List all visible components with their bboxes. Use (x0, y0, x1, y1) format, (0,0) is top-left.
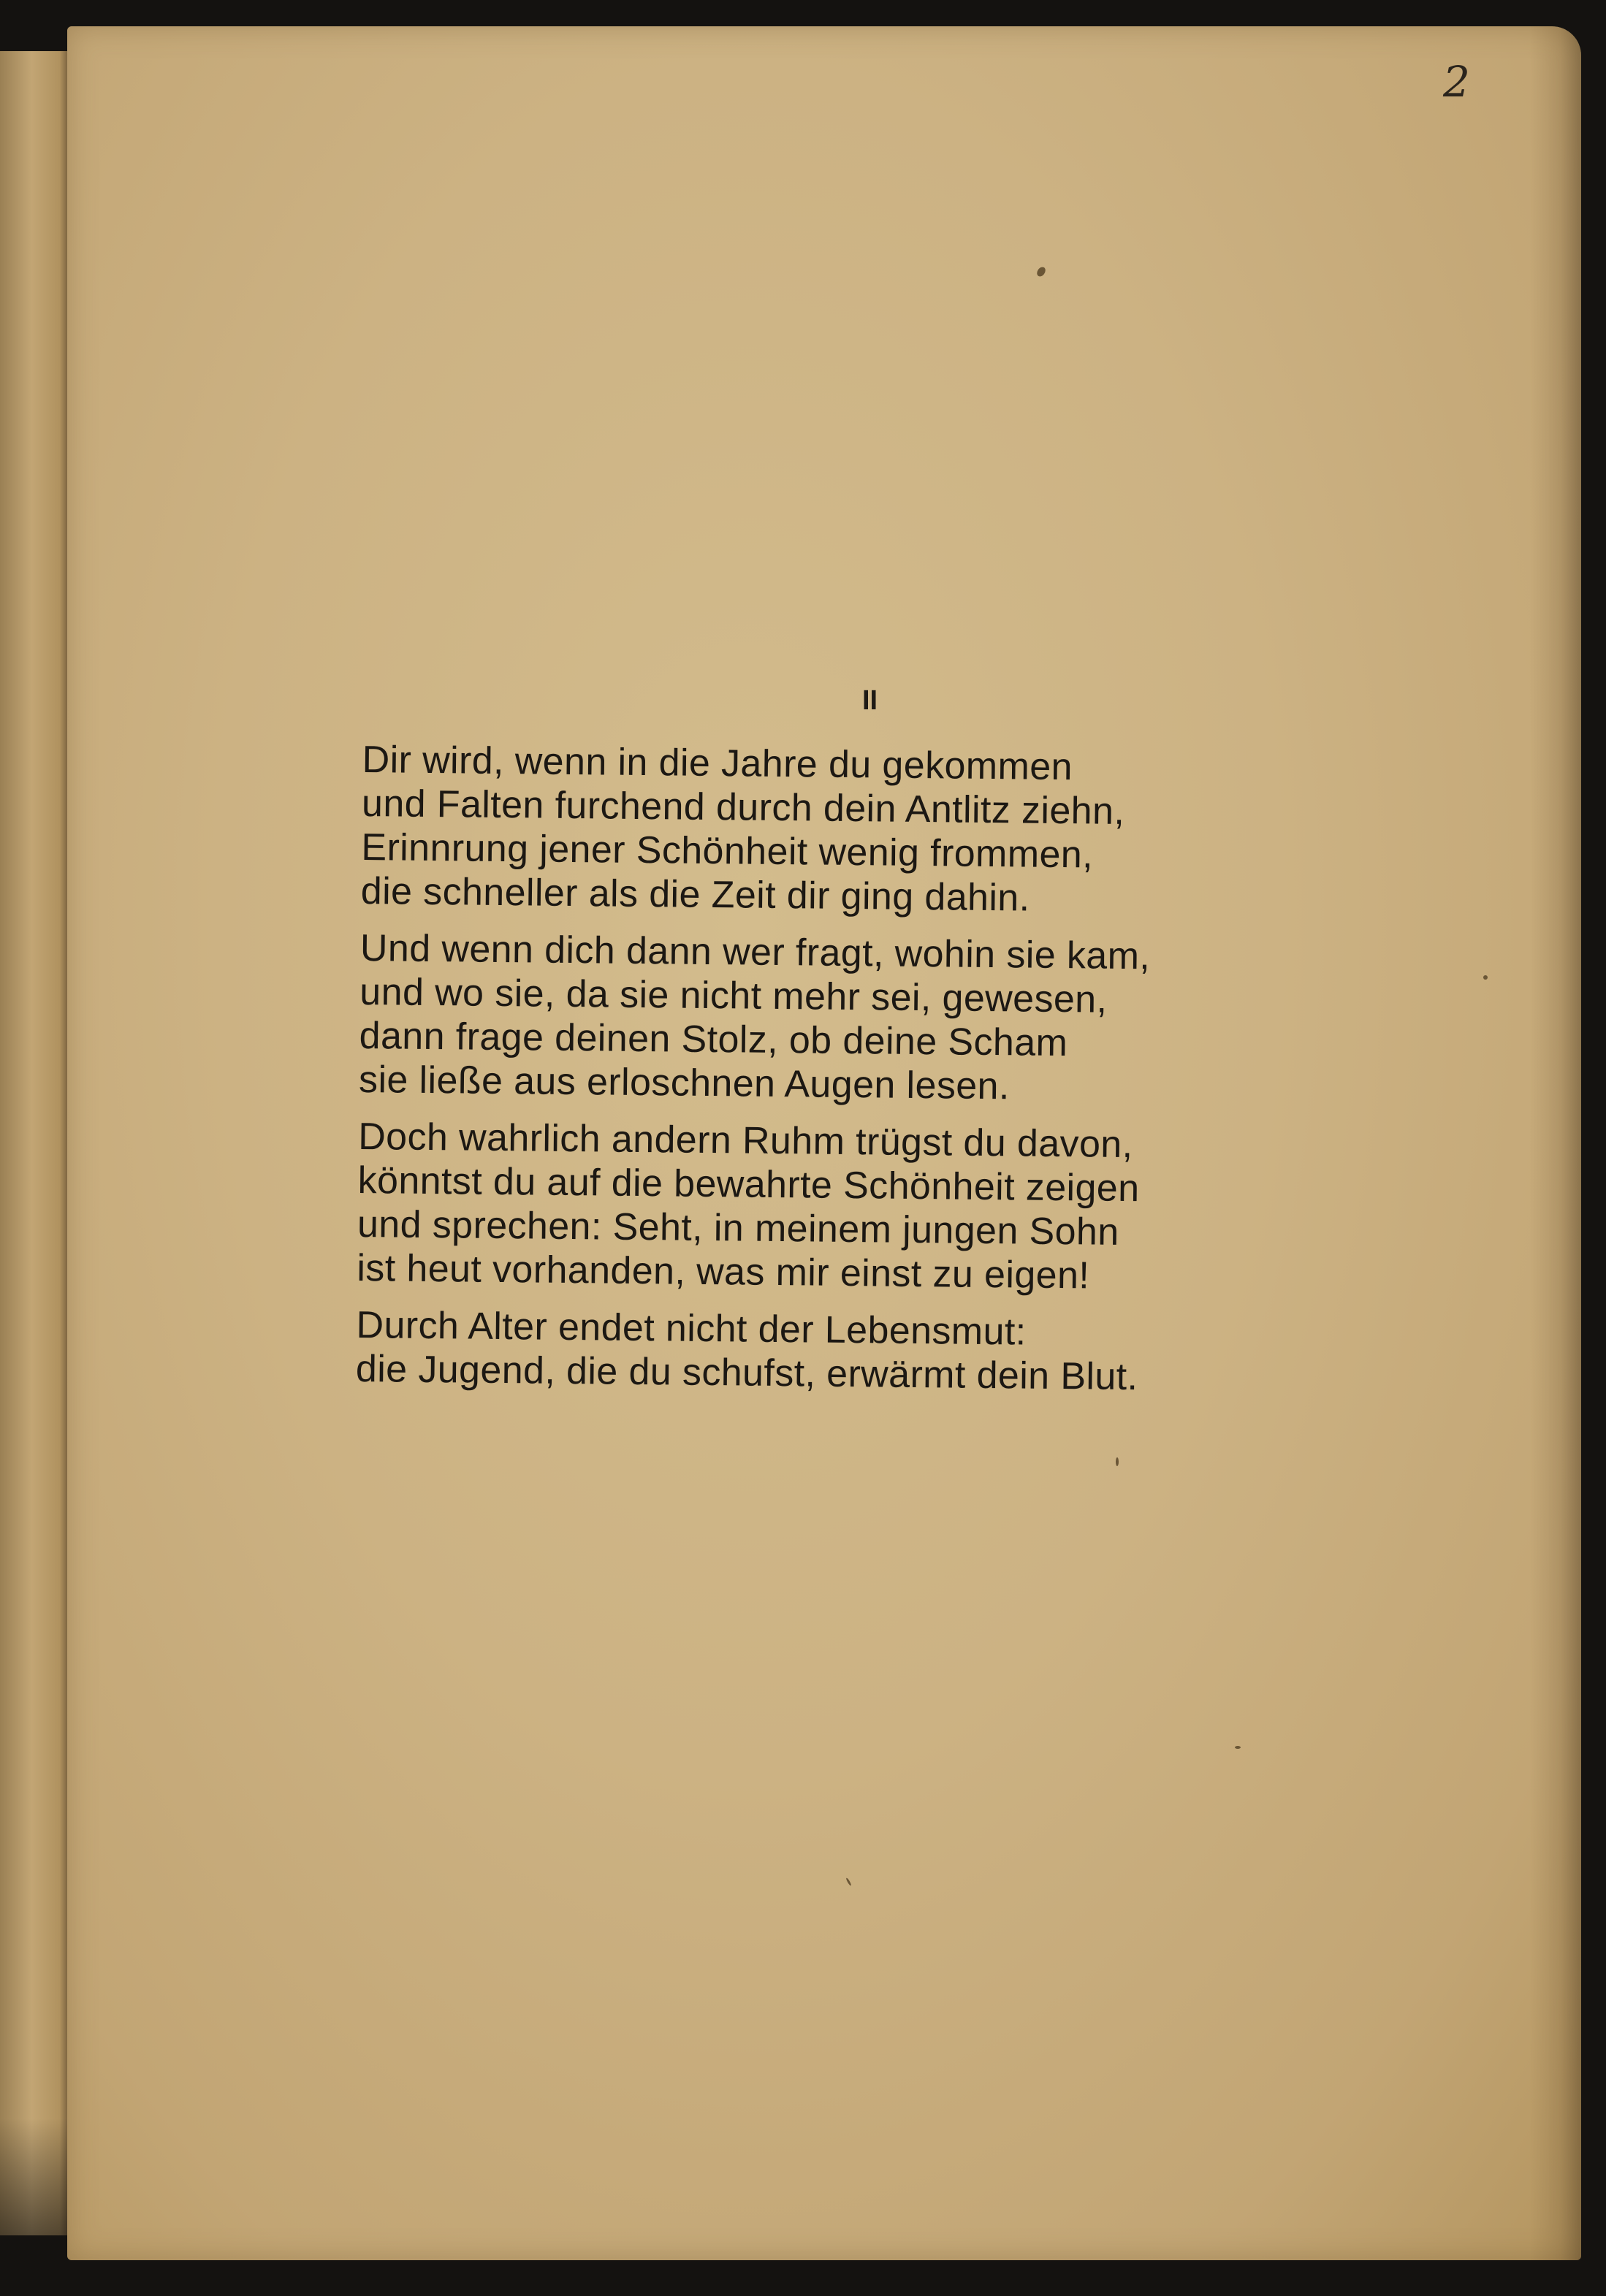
section-number: II (862, 685, 878, 716)
previous-page-edge (0, 51, 72, 2235)
poem-line: Doch wahrlich andern Ruhm trügst du davon, (357, 1115, 1133, 1167)
stanza (356, 1303, 1306, 1401)
poem-line: Und wenn dich dann wer fragt, wohin sie kam, (359, 926, 1151, 978)
stanza (357, 1115, 1308, 1300)
page-edge-shading (1530, 26, 1581, 2260)
stanza (360, 738, 1312, 923)
paper-speck (1483, 975, 1488, 980)
poem-text (355, 738, 1312, 1414)
poem-line: dann frage deinen Stolz, ob deine Scham (359, 1014, 1068, 1065)
poem-line: die schneller als die Zeit dir ging dahin. (360, 869, 1030, 920)
poem-line: Dir wird, wenn in die Jahre du gekommen (362, 738, 1073, 789)
poem-line: die Jugend, die du schufst, erwärmt dein Blut. (355, 1347, 1138, 1399)
page-number: 2 (1443, 57, 1470, 107)
poem-line: Durch Alter endet nicht der Lebensmut: (356, 1303, 1027, 1354)
poem-line: und Falten furchend durch dein Antlitz ziehn, (361, 782, 1125, 833)
poem-line: und wo sie, da sie nicht mehr sei, gewesen, (359, 970, 1108, 1021)
stanza (359, 926, 1310, 1112)
paper-speck (1235, 1746, 1241, 1749)
poem-line: sie ließe aus erloschnen Augen lesen. (358, 1058, 1011, 1108)
poem-line: und sprechen: Seht, in meinem jungen Sohn (357, 1202, 1119, 1254)
poem-line: Erinnrung jener Schönheit wenig frommen, (361, 825, 1094, 877)
paper-speck (1116, 1457, 1119, 1466)
poem-line: ist heut vorhanden, was mir einst zu eigen! (357, 1246, 1090, 1297)
poem-line: könntst du auf die bewahrte Schönheit zeigen (357, 1159, 1140, 1210)
binding-shadow (0, 2118, 70, 2235)
